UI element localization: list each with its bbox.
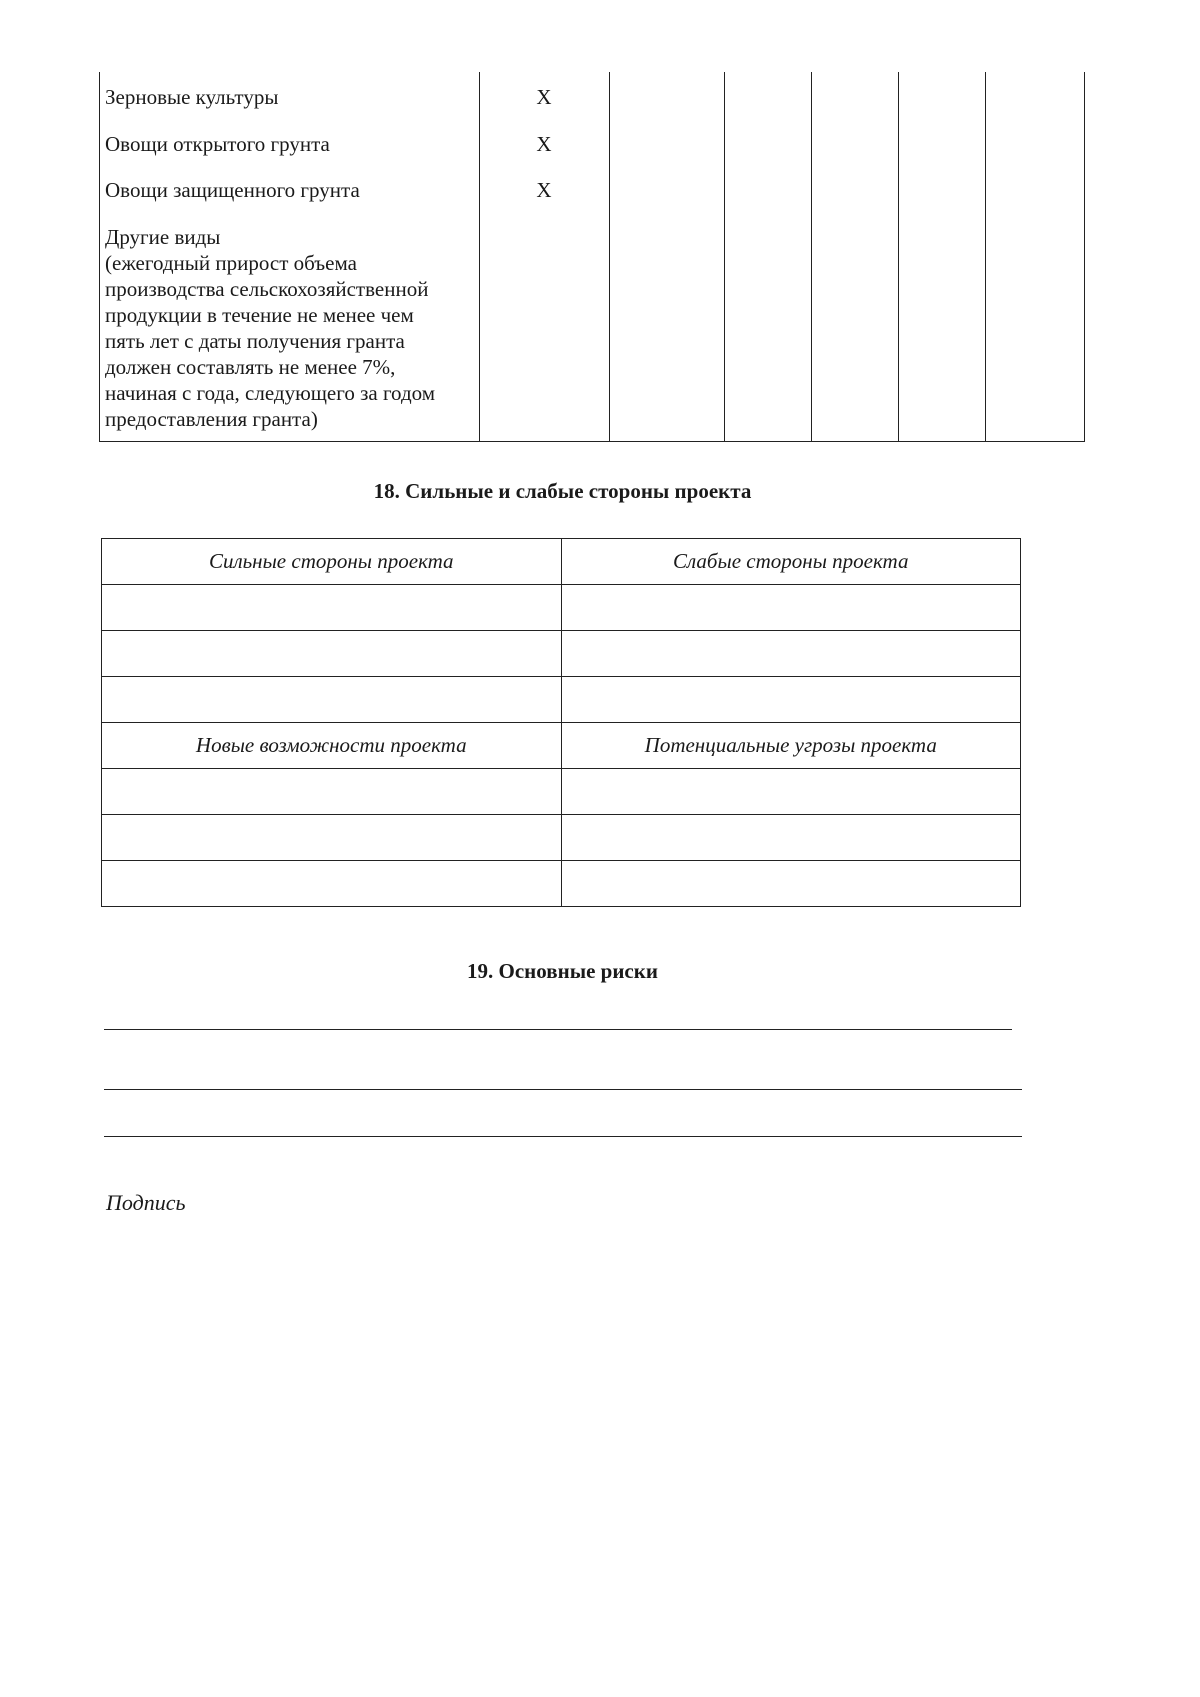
table-border-left bbox=[99, 72, 100, 442]
row-label-other-types bbox=[105, 224, 475, 432]
other-types-line: продукции в течение не менее чем bbox=[105, 303, 414, 327]
threat-cell[interactable] bbox=[561, 815, 1021, 861]
opportunity-cell[interactable] bbox=[102, 861, 562, 907]
row-label-grain: Зерновые культуры bbox=[105, 85, 279, 109]
table-border-bottom bbox=[99, 441, 1085, 442]
table-column-divider bbox=[811, 72, 812, 442]
table-column-divider bbox=[609, 72, 610, 442]
threats-header: Потенциальные угрозы проекта bbox=[561, 723, 1021, 769]
row-mark-grain: X bbox=[536, 85, 552, 109]
table-border-right bbox=[1084, 72, 1085, 442]
opportunity-cell[interactable] bbox=[102, 769, 562, 815]
signature-label: Подпись bbox=[106, 1190, 186, 1215]
strength-cell[interactable] bbox=[102, 677, 562, 723]
crop-indicators-table bbox=[99, 72, 1085, 442]
weakness-cell[interactable] bbox=[561, 631, 1021, 677]
strengths-header: Сильные стороны проекта bbox=[102, 539, 562, 585]
other-types-line: производства сельскохозяйственной bbox=[105, 277, 429, 301]
row-label-greenhouse-vegetables: Овощи защищенного грунта bbox=[105, 178, 360, 202]
section-18-title: 18. Сильные и слабые стороны проекта bbox=[373, 479, 752, 503]
strength-cell[interactable] bbox=[102, 631, 562, 677]
other-types-line: начиная с года, следующего за годом bbox=[105, 381, 436, 405]
risk-entry-line[interactable] bbox=[104, 1136, 1022, 1137]
table-column-divider bbox=[724, 72, 725, 442]
other-types-line: (ежегодный прирост объема bbox=[105, 251, 357, 275]
row-label-open-field-vegetables: Овощи открытого грунта bbox=[105, 132, 330, 156]
other-types-line: предоставления гранта) bbox=[105, 407, 318, 431]
risk-entry-line[interactable] bbox=[104, 1089, 1022, 1090]
other-types-line: пять лет с даты получения гранта bbox=[105, 329, 405, 353]
threat-cell[interactable] bbox=[561, 769, 1021, 815]
opportunity-cell[interactable] bbox=[102, 815, 562, 861]
row-mark-greenhouse-vegetables: X bbox=[536, 178, 552, 202]
risk-entry-line[interactable] bbox=[104, 1029, 1012, 1030]
table-column-divider bbox=[479, 72, 480, 442]
other-types-line: Другие виды bbox=[105, 225, 221, 249]
table-column-divider bbox=[985, 72, 986, 442]
strength-cell[interactable] bbox=[102, 585, 562, 631]
weaknesses-header: Слабые стороны проекта bbox=[561, 539, 1021, 585]
weakness-cell[interactable] bbox=[561, 585, 1021, 631]
other-types-line: должен составлять не менее 7%, bbox=[105, 355, 396, 379]
weakness-cell[interactable] bbox=[561, 677, 1021, 723]
opportunities-header: Новые возможности проекта bbox=[102, 723, 562, 769]
threat-cell[interactable] bbox=[561, 861, 1021, 907]
table-column-divider bbox=[898, 72, 899, 442]
swot-table bbox=[101, 538, 1021, 907]
row-mark-open-field-vegetables: X bbox=[536, 132, 552, 156]
section-19-title: 19. Основные риски bbox=[467, 959, 658, 983]
